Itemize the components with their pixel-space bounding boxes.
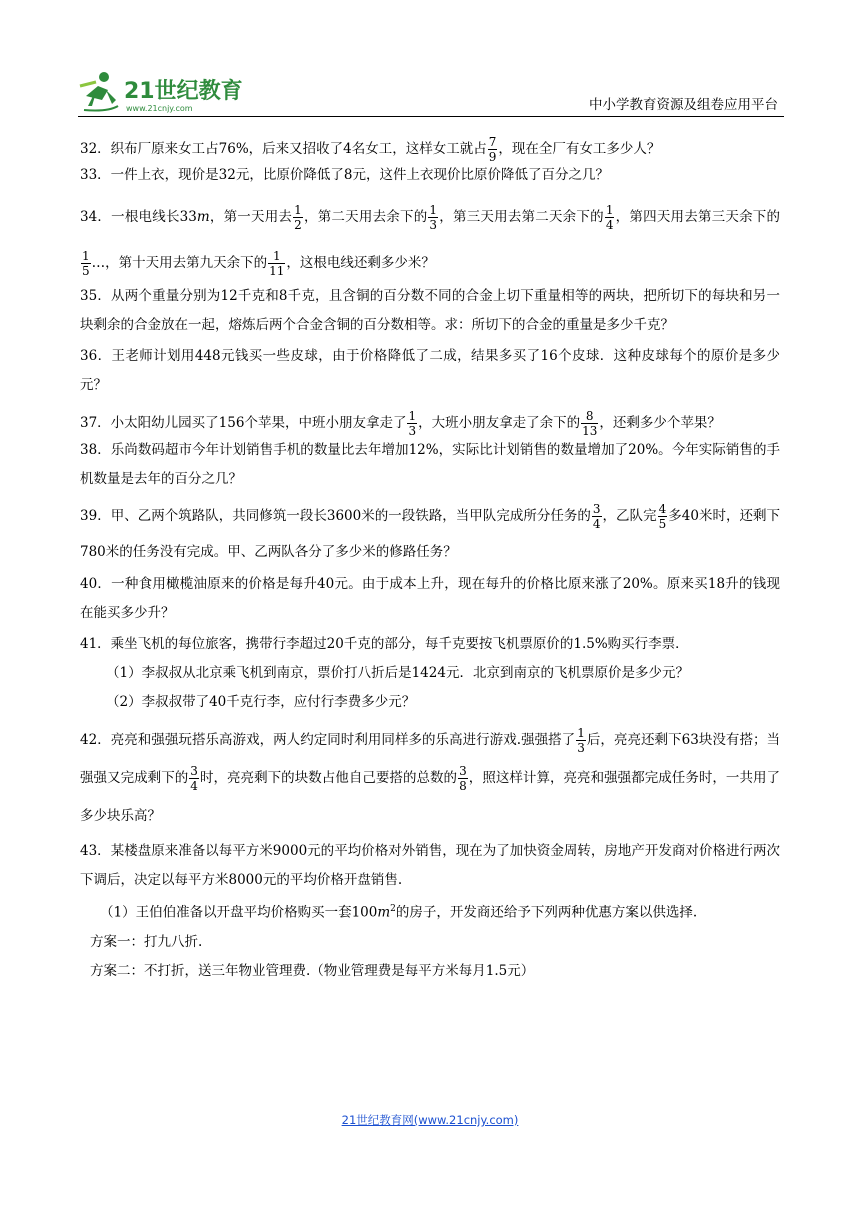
question-40: 40．一种食用橄榄油原来的价格是每升40元。由于成本上升，现在每升的价格比原来涨了20%。原来买18升的钱现在能买多少升？ [80,576,780,621]
site-logo [78,66,278,114]
fraction: $\frac{1}{3}$ [577,726,585,755]
fraction: $\frac{3}{4}$ [592,502,601,531]
page-header [78,66,784,117]
question-43: 43．某楼盘原来准备以每平方米9000元的平均价格对外销售，现在为了加快资金周转，房地产开发商对价格进行两次下调后，决定以每平方米8000元的平均价格开盘销售. [80,843,780,888]
fraction: $\frac{3}{8}$ [459,764,467,793]
fraction: $\frac{1}{2}$ [294,203,302,232]
question-37: 37．小太阳幼儿园买了156个苹果，中班小朋友拿走了 $\frac{1}{3}$ ，大班小朋友拿走了余下的 $\frac{8}{13}$ ，还剩多少个苹果？ [80,409,721,438]
question-43-part-1: （1）王伯伯准备以开盘平均价格购买一套$100m^2$的房子，开发商还给予下列两种优惠方案以供选择. [100,904,698,921]
fraction: $\frac{3}{4}$ [190,764,198,793]
question-42: 42．亮亮和强强玩搭乐高游戏，两人约定同时利用同样多的乐高进行游戏.强强搭了 $\frac{1}{3}$ 后，亮亮还剩下63块没有搭；当强强又完成剩下的 $\frac{3}{4}$ 时，亮亮剩下的块数占他自己要搭的总数的 $\frac{3}{8}$ ，照这样计算，亮亮和强强都完成任务时，一共用了多少块乐高？ [80,726,781,824]
question-39: 39．甲、乙两个筑路队，共同修筑一段长3600米的一段铁路，当甲队完成所分任务的 $\frac{3}{4}$ ，乙队完 $\frac{4}{5}$ 多40米时，还剩下780米的任务没有完成。甲、乙两队各分了多少米的修路任务？ [80,502,780,560]
fraction: $\frac{7}{9}$ [488,135,497,164]
question-36: 36．王老师计划用448元钱买一些皮球，由于价格降低了二成，结果多买了16个皮球．这种皮球每个的原价是多少元？ [80,348,780,393]
question-38: 38．乐尚数码超市今年计划销售手机的数量比去年增加12%，实际比计划销售的数量增加了20%。今年实际销售的手机数量是去年的百分之几？ [80,442,780,487]
svg-text:21世纪教育: 21世纪教育 [124,79,243,104]
question-34: 34．一根电线长33m，第一天用去 $\frac{1}{2}$ ，第二天用去余下的 $\frac{1}{3}$ ，第三天用去第二天余下的 $\frac{1}{4}$ ，第四天用去第三天余下的 $\frac{1}{5}$ …，第十天用去第九天余下的 $\frac{1}{11}$ ，这根电线还剩多少米？ [80,203,781,278]
fraction: $\frac{4}{5}$ [658,502,667,531]
question-41-part-1: （1）李叔叔从北京乘飞机到南京，票价打八折后是1424元．北京到南京的飞机票原价是多少元？ [106,665,689,681]
plan-one: 方案一：打九八折. [90,933,203,950]
plan-two: 方案二：不打折，送三年物业管理费.（物业管理费是每平方米每月1.5元） [90,962,535,979]
platform-name: 中小学教育资源及组卷应用平台 [589,97,778,113]
fraction: $\frac{1}{3}$ [408,409,417,438]
question-35: 35．从两个重量分别为12千克和8千克，且含铜的百分数不同的合金上切下重量相等的两块，把所切下的每块和另一块剩余的合金放在一起，熔炼后两个合金含铜的百分数相等。求：所切下的合金的重量是多少千克？ [80,288,780,333]
question-list [80,130,780,986]
fraction: $\frac{1}{4}$ [605,203,614,232]
footer-link[interactable]: 21世纪教育网(www.21cnjy.com) [341,1113,519,1127]
question-32: 32．织布厂原来女工占76%，后来又招收了4名女工，这样女工就占 $\frac{7}{9}$ ，现在全厂有女工多少人？ [80,135,661,164]
question-41-part-2: （2）李叔叔带了40千克行李，应付行李费多少元？ [106,694,416,710]
question-41: 41．乘坐飞机的每位旅客，携带行李超过20千克的部分，每千克要按飞机票原价的1.5%购买行李票． [80,636,689,652]
fraction: $\frac{1}{11}$ [269,249,285,278]
svg-text:www.21cnjy.com: www.21cnjy.com [126,104,193,113]
question-33: 33．一件上衣，现价是32元，比原价降低了8元，这件上衣现价比原价降低了百分之几？ [80,167,609,183]
fraction: $\frac{8}{13}$ [582,409,598,438]
fraction: $\frac{1}{3}$ [429,203,438,232]
fraction: $\frac{1}{5}$ [82,249,90,278]
